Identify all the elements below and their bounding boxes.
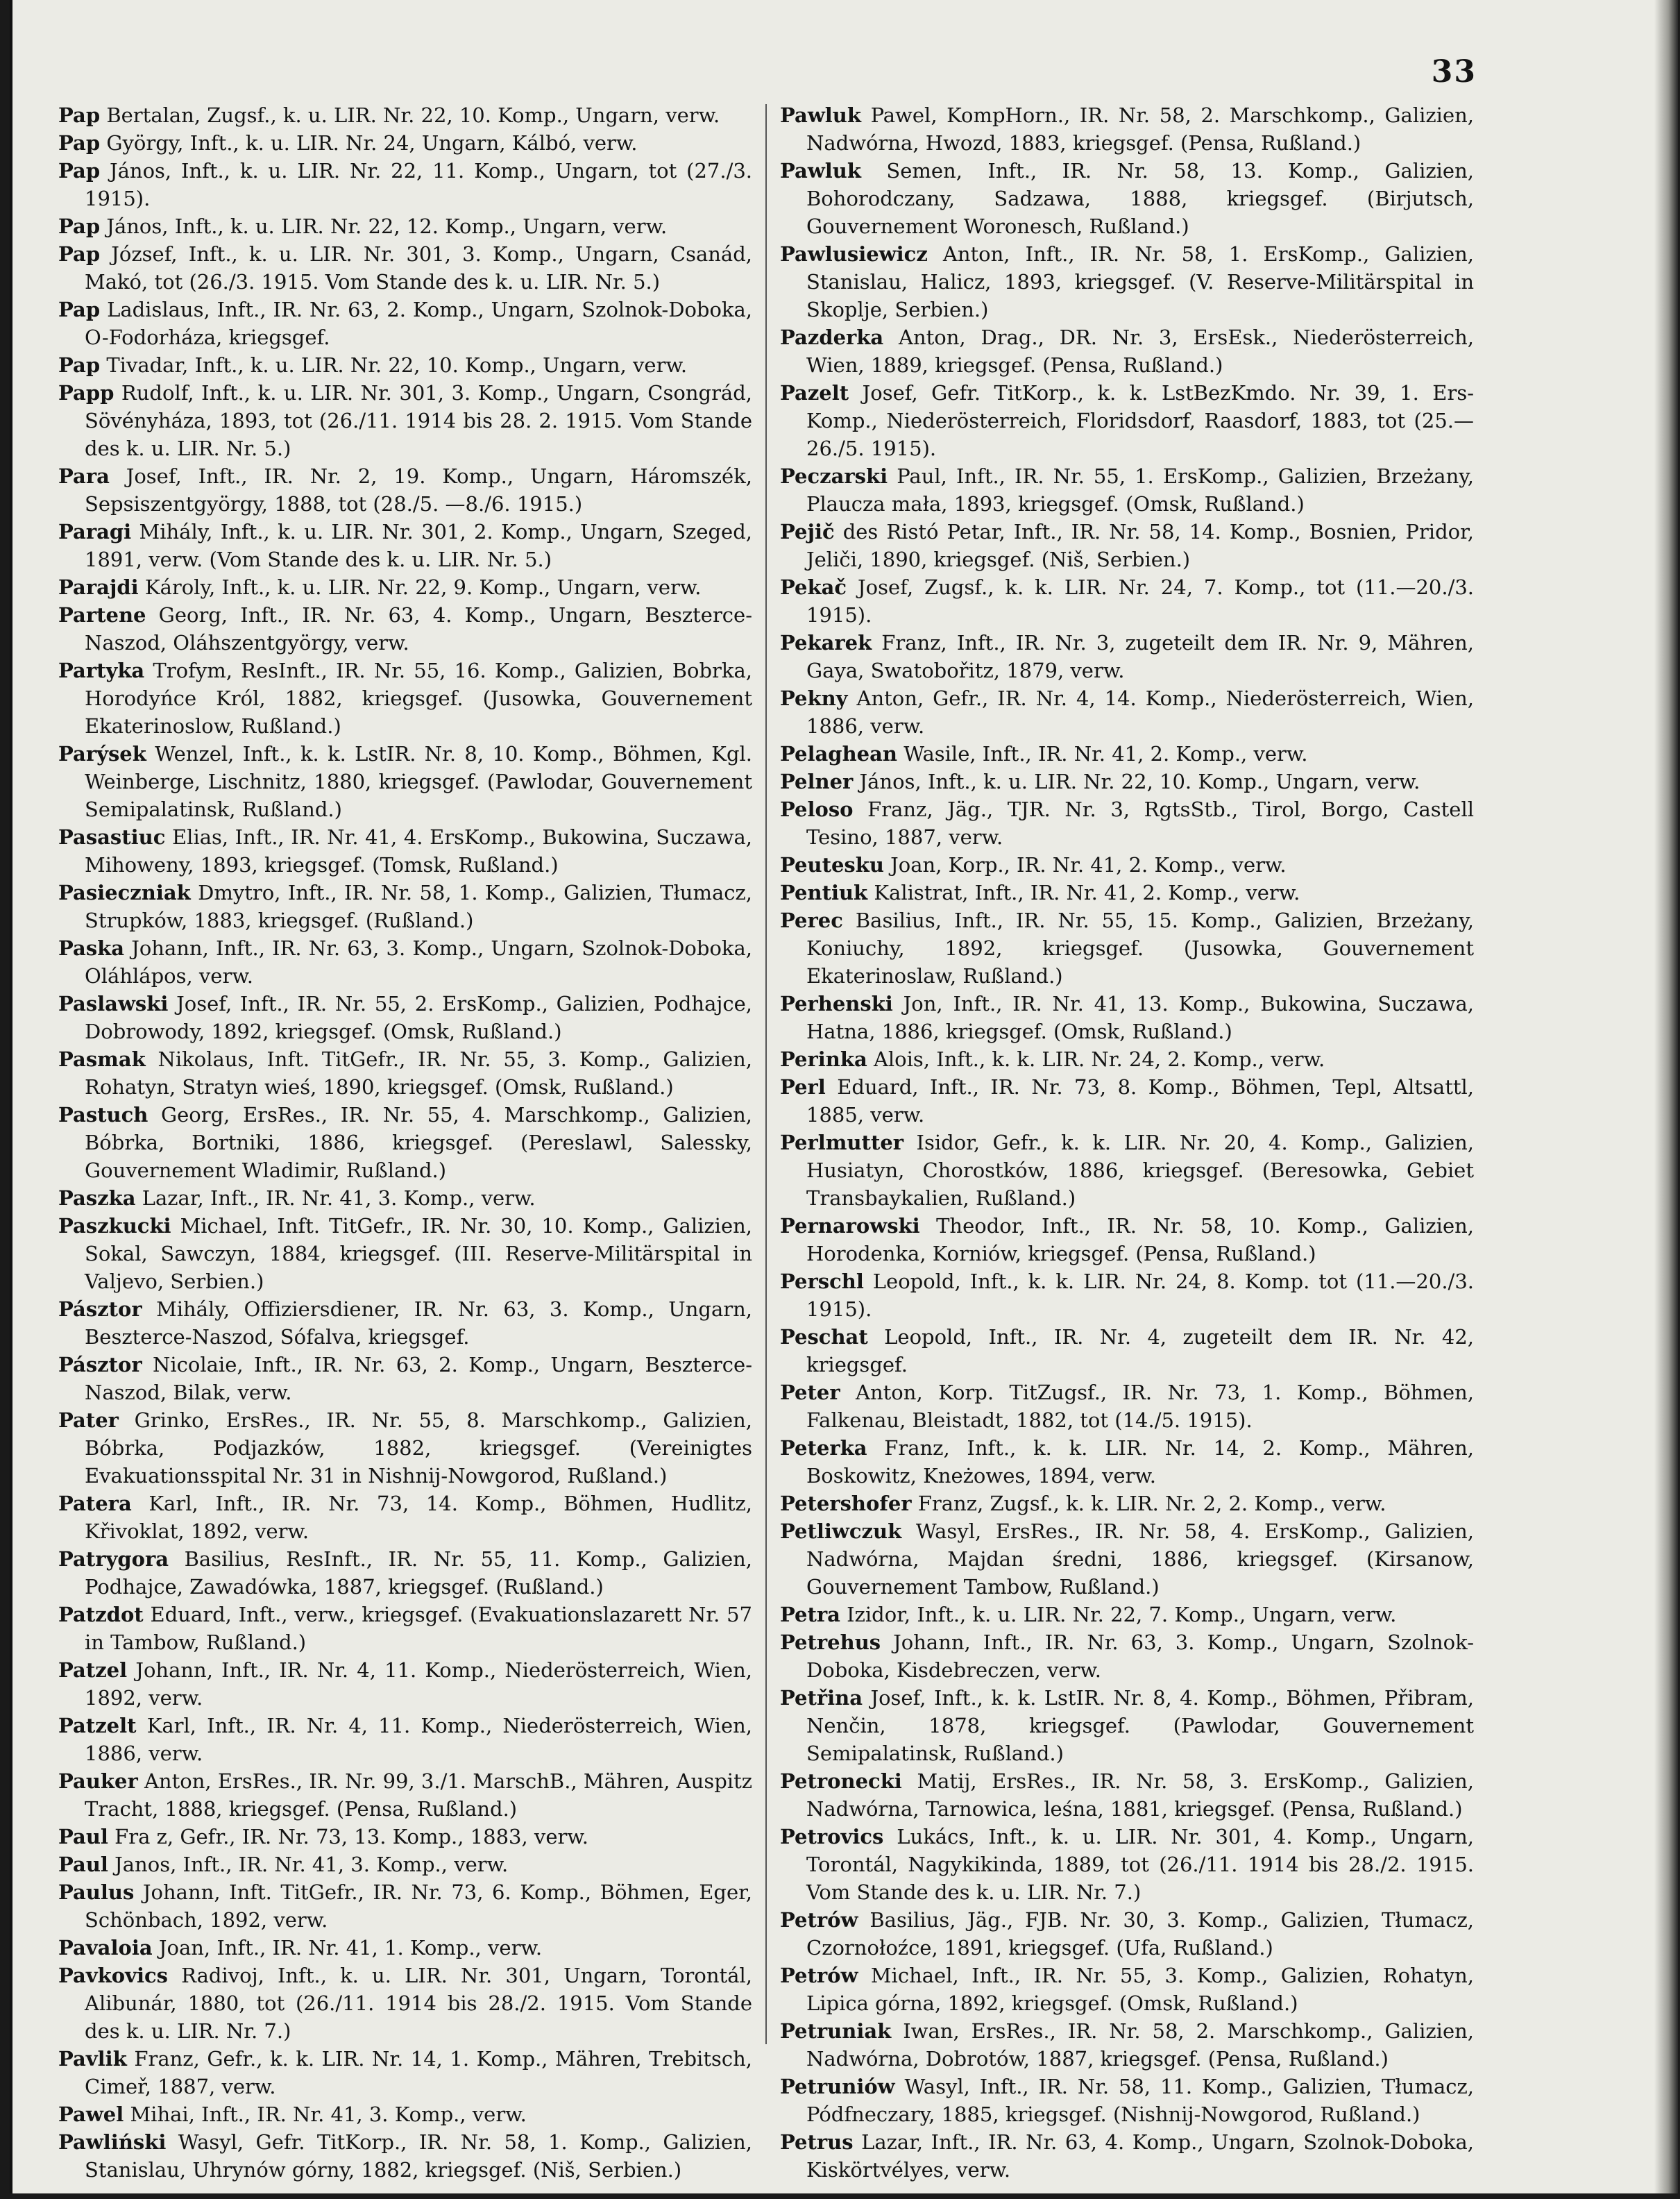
casualty-entry [58, 1878, 752, 1934]
entry-details: Isidor, Gefr., k. k. LIR. Nr. 20, 4. Komp., Galizien, Husiatyn, Chorostków, 1886, kriegsgef. (Beresowka, Gebiet Transbaykalien, Rußland.) [806, 1131, 1474, 1210]
casualty-entry [780, 157, 1474, 240]
entry-surname: Petřina [780, 1686, 863, 1710]
entry-details: Wasyl, Inft., IR. Nr. 58, 11. Komp., Galizien, Tłumacz, Pódfneczary, 1885, kriegsgef. (Nishnij-Nowgorod, Rußland.) [806, 2075, 1475, 2126]
casualty-entry [58, 240, 752, 296]
casualty-entry [58, 1406, 752, 1490]
casualty-entry [780, 907, 1474, 990]
entry-details: Joan, Inft., IR. Nr. 41, 1. Komp., verw. [158, 1936, 543, 1960]
entry-details: Franz, Zugsf., k. k. LIR. Nr. 2, 2. Komp., verw. [917, 1492, 1386, 1515]
entry-details: Johann, Inft., IR. Nr. 63, 3. Komp., Ungarn, Szolnok-Doboka, Kisdebreczen, verw. [806, 1631, 1474, 1682]
entry-details: Pawel, KompHorn., IR. Nr. 58, 2. Marschkomp., Galizien, Nadwórna, Hwozd, 1883, kriegsgef. (Pensa, Rußland.) [806, 103, 1474, 155]
entry-surname: Pauker [58, 1769, 138, 1793]
entry-surname: Pap [58, 242, 101, 266]
entry-surname: Partene [58, 603, 146, 627]
casualty-entry [780, 1323, 1474, 1379]
entry-details: Josef, Inft., IR. Nr. 55, 2. ErsKomp., Galizien, Podhajce, Dobrowody, 1892, kriegsgef. (Omsk, Rußland.) [85, 992, 752, 1043]
casualty-entry [780, 1628, 1474, 1684]
casualty-entry [58, 1962, 752, 2045]
entry-surname: Petrów [780, 1964, 858, 1987]
page-number: 33 [1431, 54, 1477, 90]
casualty-entry [780, 768, 1474, 795]
casualty-entry [58, 1601, 752, 1656]
entry-details: Wenzel, Inft., k. k. LstIR. Nr. 8, 10. Komp., Böhmen, Kgl. Weinberge, Lischnitz, 1880, kriegsgef. (Pawlodar, Gouvernement Semipalatinsk, Rußland.) [85, 742, 753, 821]
entry-surname: Parýsek [58, 742, 146, 766]
entry-surname: Paszkucki [58, 1214, 171, 1238]
entry-details: Janos, Inft., IR. Nr. 41, 3. Komp., verw. [114, 1853, 509, 1876]
entry-surname: Pavlik [58, 2047, 127, 2071]
casualty-entry [780, 879, 1474, 907]
entry-details: Semen, Inft., IR. Nr. 58, 13. Komp., Galizien, Bohorodczany, Sadzawa, 1888, kriegsgef. (Birjutsch, Gouvernement Woronesch, Rußland.) [806, 159, 1474, 238]
entry-surname: Petliwczuk [780, 1519, 902, 1543]
entry-surname: Pasieczniak [58, 881, 191, 904]
entry-details: Tivadar, Inft., k. u. LIR. Nr. 22, 10. Komp., Ungarn, verw. [106, 353, 688, 377]
entry-surname: Perec [780, 909, 843, 932]
entry-surname: Pap [58, 131, 101, 155]
entry-surname: Petronecki [780, 1769, 902, 1793]
entry-details: Basilius, ResInft., IR. Nr. 55, 11. Komp., Galizien, Podhajce, Zawadówka, 1887, kriegsgef. (Rußland.) [85, 1547, 753, 1599]
casualty-entry [58, 1656, 752, 1712]
entry-surname: Pasastiuc [58, 825, 166, 849]
casualty-entry [780, 1906, 1474, 1962]
entry-surname: Paslawski [58, 992, 169, 1016]
entry-details: Paul, Inft., IR. Nr. 55, 1. ErsKomp., Galizien, Brzeżany, Plaucza mała, 1893, kriegsgef. (Omsk, Rußland.) [806, 464, 1474, 516]
casualty-entry [58, 1712, 752, 1767]
casualty-entry [58, 1545, 752, 1601]
casualty-entry [58, 518, 752, 573]
casualty-entry [58, 351, 752, 379]
entry-details: Josef, Zugsf., k. k. LIR. Nr. 24, 7. Komp., tot (11.—20./3. 1915). [806, 575, 1475, 627]
casualty-entry [780, 1490, 1474, 1517]
entry-details: Anton, Inft., IR. Nr. 58, 1. ErsKomp., Galizien, Stanislau, Halicz, 1893, kriegsgef. (V. Reserve-Militärspital in Skoplje, Serbien.) [806, 242, 1475, 321]
entry-surname: Pekny [780, 686, 848, 710]
casualty-entry [780, 629, 1474, 684]
entry-details: Lazar, Inft., IR. Nr. 63, 4. Komp., Ungarn, Szolnok-Doboka, Kiskörtvélyes, verw. [806, 2130, 1474, 2182]
entry-details: Franz, Gefr., k. k. LIR. Nr. 14, 1. Komp., Mähren, Trebitsch, Cimeř, 1887, verw. [85, 2047, 753, 2098]
entry-surname: Patzel [58, 1658, 128, 1682]
entry-details: Iwan, ErsRes., IR. Nr. 58, 2. Marschkomp., Galizien, Nadwórna, Dobrotów, 1887, kriegsgef. (Pensa, Rußland.) [806, 2019, 1474, 2071]
casualty-entry [780, 1767, 1474, 1823]
entry-details: Johann, Inft., IR. Nr. 4, 11. Komp., Niederösterreich, Wien, 1892, verw. [85, 1658, 752, 1710]
entry-surname: Pawliński [58, 2130, 167, 2154]
entry-surname: Pekač [780, 575, 847, 599]
entry-surname: Pekarek [780, 631, 872, 655]
entry-surname: Petrów [780, 1908, 858, 1932]
casualty-entry [58, 879, 752, 934]
entry-details: Josef, Inft., k. k. LstIR. Nr. 8, 4. Komp., Böhmen, Přibram, Nenčin, 1878, kriegsgef. (Pawlodar, Gouvernement Semipalatinsk, Rußland.) [806, 1686, 1474, 1765]
casualty-entry [58, 379, 752, 462]
casualty-entry [780, 1267, 1474, 1323]
casualty-entry [58, 101, 752, 129]
entry-surname: Petershofer [780, 1492, 912, 1515]
entry-surname: Pavaloia [58, 1936, 153, 1960]
entry-details: Lazar, Inft., IR. Nr. 41, 3. Komp., verw. [142, 1186, 536, 1210]
casualty-entry [780, 990, 1474, 1045]
casualty-entry [58, 212, 752, 240]
entry-surname: Pawluk [780, 159, 861, 183]
casualty-entry [58, 129, 752, 157]
entry-surname: Pap [58, 214, 101, 238]
entry-surname: Perlmutter [780, 1131, 904, 1154]
entry-surname: Partyka [58, 659, 145, 682]
column-divider [765, 104, 767, 2044]
entry-details: des Ristó Petar, Inft., IR. Nr. 58, 14. Komp., Bosnien, Pridor, Jeliči, 1890, kriegsgef. (Niš, Serbien.) [806, 520, 1475, 571]
casualty-entry [780, 1212, 1474, 1267]
entry-surname: Parajdi [58, 575, 139, 599]
entry-details: Mihály, Offiziersdiener, IR. Nr. 63, 3. Komp., Ungarn, Beszterce-Naszod, Sófalva, kriegsgef. [85, 1297, 753, 1349]
entry-details: Jon, Inft., IR. Nr. 41, 13. Komp., Bukowina, Suczawa, Hatna, 1886, kriegsgef. (Omsk, Rußland.) [806, 992, 1474, 1043]
casualty-entry [780, 2128, 1474, 2184]
entry-details: János, Inft., k. u. LIR. Nr. 22, 11. Komp., Ungarn, tot (27./3. 1915). [85, 159, 753, 210]
entry-surname: Pelaghean [780, 742, 897, 766]
entry-details: Nicolaie, Inft., IR. Nr. 63, 2. Komp., Ungarn, Beszterce-Naszod, Bilak, verw. [85, 1353, 753, 1404]
entry-details: Karl, Inft., IR. Nr. 4, 11. Komp., Niederösterreich, Wien, 1886, verw. [85, 1714, 753, 1765]
casualty-entry [780, 740, 1474, 768]
casualty-entry [58, 1101, 752, 1184]
casualty-entry [58, 296, 752, 351]
entry-details: Leopold, Inft., IR. Nr. 4, zugeteilt dem IR. Nr. 42, kriegsgef. [806, 1325, 1475, 1376]
entry-details: Josef, Gefr. TitKorp., k. k. LstBezKmdo. Nr. 39, 1. Ers-Komp., Niederösterreich, Floridsdorf, Raasdorf, 1883, tot (25.—26./5. 1915). [806, 381, 1475, 460]
casualty-entry [780, 462, 1474, 518]
entry-details: Anton, Drag., DR. Nr. 3, ErsEsk., Niederösterreich, Wien, 1889, kriegsgef. (Pensa, Rußland.) [806, 326, 1475, 377]
entry-details: Georg, ErsRes., IR. Nr. 55, 4. Marschkomp., Galizien, Bóbrka, Bortniki, 1886, kriegsgef. (Pereslawl, Salessky, Gouvernement Wladimir, Rußland.) [85, 1103, 752, 1182]
entry-surname: Pejič [780, 520, 835, 544]
scanned-page [10, 0, 1678, 2193]
casualty-entry [58, 1490, 752, 1545]
entry-details: Mihai, Inft., IR. Nr. 41, 3. Komp., verw. [130, 2103, 527, 2126]
entry-details: Basilius, Jäg., FJB. Nr. 30, 3. Komp., Galizien, Tłumacz, Czornołoźce, 1891, kriegsgef. (Ufa, Rußland.) [806, 1908, 1475, 1960]
entry-surname: Pap [58, 298, 101, 321]
entry-surname: Peter [780, 1381, 840, 1404]
casualty-entry [780, 1962, 1474, 2017]
casualty-entry [780, 518, 1474, 573]
entry-details: Johann, Inft., IR. Nr. 63, 3. Komp., Ungarn, Szolnok-Doboka, Oláhlápos, verw. [85, 936, 752, 988]
entry-surname: Pernarowski [780, 1214, 920, 1238]
casualty-entry [780, 851, 1474, 879]
entry-details: Anton, Gefr., IR. Nr. 4, 14. Komp., Niederösterreich, Wien, 1886, verw. [806, 686, 1475, 738]
entry-surname: Patzdot [58, 1603, 144, 1626]
entry-surname: Pavkovics [58, 1964, 168, 1987]
casualty-entry [780, 795, 1474, 851]
entry-details: Anton, Korp. TitZugsf., IR. Nr. 73, 1. Komp., Böhmen, Falkenau, Bleistadt, 1882, tot (14./5. 1915). [806, 1381, 1475, 1432]
entry-surname: Pazelt [780, 381, 849, 405]
casualty-entry [58, 157, 752, 212]
entry-surname: Peterka [780, 1436, 867, 1460]
entry-details: Nikolaus, Inft. TitGefr., IR. Nr. 55, 3. Komp., Galizien, Rohatyn, Stratyn wieś, 1890, kriegsgef. (Omsk, Rußland.) [85, 1047, 753, 1099]
casualty-entry [780, 1823, 1474, 1906]
entry-details: Leopold, Inft., k. k. LIR. Nr. 24, 8. Komp. tot (11.—20./3. 1915). [806, 1270, 1474, 1321]
casualty-entry [58, 1823, 752, 1851]
entry-surname: Peutesku [780, 853, 884, 877]
entry-details: Basilius, Inft., IR. Nr. 55, 15. Komp., Galizien, Brzeżany, Koniuchy, 1892, kriegsgef. (Jusowka, Gouvernement Ekaterinoslaw, Rußland.) [806, 909, 1474, 988]
scan-edge-shadow [1654, 0, 1678, 2193]
entry-surname: Petrus [780, 2130, 854, 2154]
entry-details: Anton, ErsRes., IR. Nr. 99, 3./1. MarschB., Mähren, Auspitz Tracht, 1888, kriegsgef. (Pensa, Rußland.) [85, 1769, 752, 1821]
entry-details: Dmytro, Inft., IR. Nr. 58, 1. Komp., Galizien, Tłumacz, Strupków, 1883, kriegsgef. (Rußland.) [85, 881, 753, 932]
casualty-entry [780, 1073, 1474, 1129]
entry-surname: Perschl [780, 1270, 864, 1293]
casualty-entry [780, 2017, 1474, 2073]
entry-details: Karl, Inft., IR. Nr. 73, 14. Komp., Böhmen, Hudlitz, Křivoklat, 1892, verw. [85, 1492, 752, 1543]
entry-surname: Petruniak [780, 2019, 892, 2043]
casualty-entry [58, 1212, 752, 1295]
entry-surname: Pasmak [58, 1047, 146, 1071]
entry-surname: Peschat [780, 1325, 868, 1349]
entry-details: Radivoj, Inft., k. u. LIR. Nr. 301, Ungarn, Torontál, Alibunár, 1880, tot (26./11. 1914 bis 28./2. 1915. Vom Stande des k. u. LIR. Nr. 7.) [85, 1964, 752, 2043]
casualty-entry [58, 462, 752, 518]
left-column [58, 101, 752, 2184]
entry-details: Elias, Inft., IR. Nr. 41, 4. ErsKomp., Bukowina, Suczawa, Mihoweny, 1893, kriegsgef. (Tomsk, Rußland.) [85, 825, 752, 877]
entry-surname: Pazderka [780, 326, 884, 349]
casualty-entry [58, 1351, 752, 1406]
entry-surname: Pap [58, 159, 101, 183]
casualty-entry [780, 1045, 1474, 1073]
entry-surname: Papp [58, 381, 114, 405]
entry-details: Michael, Inft. TitGefr., IR. Nr. 30, 10. Komp., Galizien, Sokal, Sawczyn, 1884, kriegsgef. (III. Reserve-Militärspital in Valjevo, Serbien.) [85, 1214, 753, 1293]
entry-surname: Paragi [58, 520, 132, 544]
entry-details: Joan, Korp., IR. Nr. 41, 2. Komp., verw. [890, 853, 1287, 877]
casualty-entry [58, 740, 752, 823]
casualty-entry [58, 934, 752, 990]
entry-details: Károly, Inft., k. u. LIR. Nr. 22, 9. Komp., Ungarn, verw. [144, 575, 702, 599]
entry-details: Bertalan, Zugsf., k. u. LIR. Nr. 22, 10. Komp., Ungarn, verw. [106, 103, 720, 127]
casualty-entry [780, 2073, 1474, 2128]
entry-surname: Patzelt [58, 1714, 137, 1737]
entry-details: György, Inft., k. u. LIR. Nr. 24, Ungarn, Kálbó, verw. [106, 131, 638, 155]
casualty-entry [780, 1379, 1474, 1434]
casualty-entry [58, 823, 752, 879]
casualty-entry [58, 1045, 752, 1101]
entry-details: Kalistrat, Inft., IR. Nr. 41, 2. Komp., verw. [874, 881, 1300, 904]
entry-details: János, Inft., k. u. LIR. Nr. 22, 12. Komp., Ungarn, verw. [106, 214, 668, 238]
casualty-entry [780, 1434, 1474, 1490]
entry-surname: Perhenski [780, 992, 893, 1016]
casualty-entry [780, 240, 1474, 323]
entry-surname: Pásztor [58, 1297, 142, 1321]
casualty-entry [58, 573, 752, 601]
entry-surname: Pawel [58, 2103, 124, 2126]
entry-details: Eduard, Inft., verw., kriegsgef. (Evakuationslazarett Nr. 57 in Tambow, Rußland.) [85, 1603, 752, 1654]
casualty-entry [58, 2128, 752, 2184]
entry-details: Fra z, Gefr., IR. Nr. 73, 13. Komp., 1883, verw. [114, 1825, 588, 1848]
entry-surname: Pawlusiewicz [780, 242, 928, 266]
entry-details: Eduard, Inft., IR. Nr. 73, 8. Komp., Böhmen, Tepl, Altsattl, 1885, verw. [806, 1075, 1474, 1127]
casualty-entry [58, 1184, 752, 1212]
entry-details: János, Inft., k. u. LIR. Nr. 22, 10. Komp., Ungarn, verw. [859, 770, 1420, 793]
entry-surname: Peloso [780, 798, 854, 821]
entry-surname: Pásztor [58, 1353, 142, 1376]
entry-surname: Patera [58, 1492, 132, 1515]
entry-surname: Paulus [58, 1880, 135, 1904]
entry-details: Michael, Inft., IR. Nr. 55, 3. Komp., Galizien, Rohatyn, Lipica górna, 1892, kriegsgef. (Omsk, Rußland.) [806, 1964, 1474, 2015]
entry-details: Theodor, Inft., IR. Nr. 58, 10. Komp., Galizien, Horodenka, Korniów, kriegsgef. (Pensa, Rußland.) [806, 1214, 1474, 1265]
entry-surname: Pawluk [780, 103, 861, 127]
casualty-entry [58, 990, 752, 1045]
entry-details: Grinko, ErsRes., IR. Nr. 55, 8. Marschkomp., Galizien, Bóbrka, Podjazków, 1882, kriegsgef. (Vereinigtes Evakuationsspital Nr. 31 in Nishnij-Nowgorod, Rußland.) [85, 1408, 752, 1488]
entry-details: Trofym, ResInft., IR. Nr. 55, 16. Komp., Galizien, Bobrka, Horodyńce Król, 1882, kriegsgef. (Jusowka, Gouvernement Ekaterinoslow, Rußland.) [85, 659, 752, 738]
casualty-entry [58, 2100, 752, 2128]
casualty-entry [780, 1601, 1474, 1628]
entry-surname: Patrygora [58, 1547, 169, 1571]
entry-surname: Perinka [780, 1047, 867, 1071]
casualty-entry [780, 684, 1474, 740]
entry-surname: Petrehus [780, 1631, 881, 1654]
casualty-entry [58, 1767, 752, 1823]
casualty-entry [780, 1684, 1474, 1767]
entry-details: Ladislaus, Inft., IR. Nr. 63, 2. Komp., Ungarn, Szolnok-Doboka, O-Fodorháza, kriegsgef. [85, 298, 753, 349]
casualty-entry [780, 379, 1474, 462]
entry-details: Josef, Inft., IR. Nr. 2, 19. Komp., Ungarn, Háromszék, Sepsiszentgyörgy, 1888, tot (28./5. —8./6. 1915.) [85, 464, 752, 516]
entry-surname: Petrovics [780, 1825, 884, 1848]
entry-surname: Paska [58, 936, 125, 960]
casualty-entry [58, 1851, 752, 1878]
entry-details: Franz, Inft., IR. Nr. 3, zugeteilt dem IR. Nr. 9, Mähren, Gaya, Swatobořitz, 1879, verw. [806, 631, 1474, 682]
entry-details: Wasyl, ErsRes., IR. Nr. 58, 4. ErsKomp., Galizien, Nadwórna, Majdan średni, 1886, kriegsgef. (Kirsanow, Gouvernement Tambow, Rußland.) [806, 1519, 1474, 1599]
entry-surname: Perl [780, 1075, 826, 1099]
entry-details: Alois, Inft., k. k. LIR. Nr. 24, 2. Komp., verw. [873, 1047, 1325, 1071]
casualty-entry [58, 1934, 752, 1962]
entry-details: Lukács, Inft., k. u. LIR. Nr. 301, 4. Komp., Ungarn, Torontál, Nagykikinda, 1889, tot (26./11. 1914 bis 28./2. 1915. Vom Stande des k. u. LIR. Nr. 7.) [806, 1825, 1474, 1904]
entry-details: Mihály, Inft., k. u. LIR. Nr. 301, 2. Komp., Ungarn, Szeged, 1891, verw. (Vom Stande des k. u. LIR. Nr. 5.) [85, 520, 753, 571]
casualty-entry [58, 1295, 752, 1351]
casualty-entry [58, 601, 752, 657]
entry-surname: Pentiuk [780, 881, 868, 904]
entry-surname: Paul [58, 1853, 108, 1876]
casualty-entry [58, 2045, 752, 2100]
entry-details: Franz, Jäg., TJR. Nr. 3, RgtsStb., Tirol, Borgo, Castell Tesino, 1887, verw. [806, 798, 1475, 849]
casualty-entry [58, 657, 752, 740]
casualty-entry [780, 323, 1474, 379]
entry-surname: Paul [58, 1825, 108, 1848]
entry-details: Franz, Inft., k. k. LIR. Nr. 14, 2. Komp., Mähren, Boskowitz, Kneżowes, 1894, verw. [806, 1436, 1475, 1488]
entry-details: Rudolf, Inft., k. u. LIR. Nr. 301, 3. Komp., Ungarn, Csongrád, Sövényháza, 1893, tot (26./11. 1914 bis 28. 2. 1915. Vom Stande des k. u. LIR. Nr. 5.) [85, 381, 753, 460]
casualty-entry [780, 101, 1474, 157]
entry-details: Johann, Inft. TitGefr., IR. Nr. 73, 6. Komp., Böhmen, Eger, Schönbach, 1892, verw. [85, 1880, 753, 1932]
entry-surname: Para [58, 464, 110, 488]
entry-surname: Paszka [58, 1186, 136, 1210]
entry-surname: Pap [58, 103, 101, 127]
entry-surname: Petra [780, 1603, 840, 1626]
entry-surname: Pater [58, 1408, 119, 1432]
entry-surname: Pastuch [58, 1103, 149, 1127]
entry-details: Wasile, Inft., IR. Nr. 41, 2. Komp., verw. [903, 742, 1308, 766]
entry-surname: Petruniów [780, 2075, 895, 2098]
casualty-entry [780, 1517, 1474, 1601]
entry-surname: Peczarski [780, 464, 888, 488]
entry-details: Wasyl, Gefr. TitKorp., IR. Nr. 58, 1. Komp., Galizien, Stanislau, Uhrynów górny, 1882, kriegsgef. (Niš, Serbien.) [85, 2130, 752, 2182]
casualty-entry [780, 1129, 1474, 1212]
entry-details: József, Inft., k. u. LIR. Nr. 301, 3. Komp., Ungarn, Csanád, Makó, tot (26./3. 1915. Vom Stande des k. u. LIR. Nr. 5.) [85, 242, 752, 294]
entry-details: Georg, Inft., IR. Nr. 63, 4. Komp., Ungarn, Beszterce-Naszod, Oláhszentgyörgy, verw. [85, 603, 753, 655]
entry-details: Izidor, Inft., k. u. LIR. Nr. 22, 7. Komp., Ungarn, verw. [847, 1603, 1397, 1626]
entry-surname: Pap [58, 353, 101, 377]
casualty-entry [780, 573, 1474, 629]
right-column [780, 101, 1474, 2184]
entry-details: Matij, ErsRes., IR. Nr. 58, 3. ErsKomp., Galizien, Nadwórna, Tarnowica, leśna, 1881, kriegsgef. (Pensa, Rußland.) [806, 1769, 1475, 1821]
entry-surname: Pelner [780, 770, 854, 793]
